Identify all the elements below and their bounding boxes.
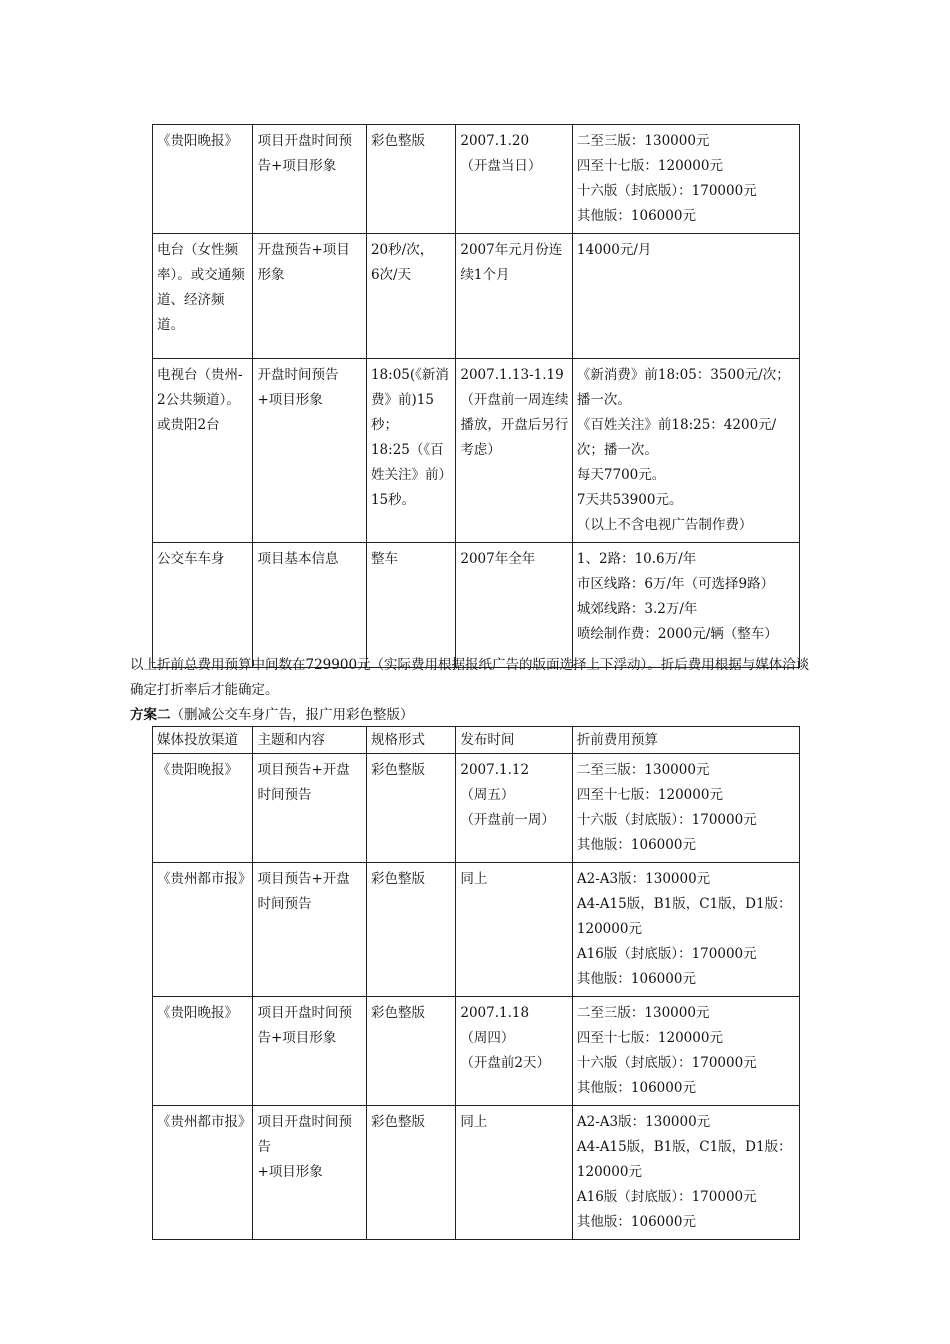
format-cell bbox=[366, 234, 455, 359]
format-cell: 彩色整版 bbox=[366, 125, 455, 234]
format-line: 20秒/次， bbox=[370, 242, 434, 258]
cost-line: A16版（封底版）：170000元 bbox=[576, 946, 757, 962]
media-plan-table-1 bbox=[152, 124, 800, 668]
header-cost: 折前费用预算 bbox=[572, 727, 799, 754]
format-line: 6次/天 bbox=[370, 267, 412, 283]
table-row bbox=[153, 359, 800, 543]
channel-cell: 《贵州都市报》 bbox=[153, 863, 253, 997]
time-line: （周五） bbox=[460, 787, 515, 803]
format-cell: 彩色整版 bbox=[366, 863, 455, 997]
media-plan-table-2 bbox=[152, 726, 800, 1240]
cost-cell bbox=[572, 997, 799, 1106]
channel-line: 或贵阳2台 bbox=[157, 417, 220, 433]
cost-cell: 14000元/月 bbox=[572, 234, 799, 359]
cost-line: A16版（封底版）：170000元 bbox=[576, 1189, 757, 1205]
table-row bbox=[153, 543, 800, 668]
cost-cell bbox=[572, 1106, 799, 1240]
cost-line: 7天共53900元。 bbox=[576, 492, 683, 508]
time-line: 2007.1.18 bbox=[460, 1005, 530, 1021]
time-cell bbox=[456, 125, 573, 234]
time-line: （开盘前一周） bbox=[460, 812, 555, 828]
cost-line: 其他版：106000元 bbox=[576, 1214, 696, 1230]
header-content: 主题和内容 bbox=[253, 727, 367, 754]
format-cell: 彩色整版 bbox=[366, 997, 455, 1106]
format-cell: 彩色整版 bbox=[366, 1106, 455, 1240]
cost-line: 四至十七版：120000元 bbox=[576, 158, 723, 174]
cost-line: 十六版（封底版）：170000元 bbox=[576, 1055, 757, 1071]
plan2-heading bbox=[130, 703, 414, 728]
content-cell: 项目基本信息 bbox=[253, 543, 367, 668]
cost-line: 十六版（封底版）：170000元 bbox=[576, 183, 757, 199]
format-line: 18:05(《新消费》前)15秒； bbox=[370, 367, 449, 433]
format-cell: 整车 bbox=[366, 543, 455, 668]
cost-line: 市区线路：6万/年（可选择9路） bbox=[576, 576, 775, 592]
content-cell: 项目预告+开盘时间预告 bbox=[253, 863, 367, 997]
table-row bbox=[153, 754, 800, 863]
time-cell bbox=[456, 359, 573, 543]
table-row bbox=[153, 234, 800, 359]
content-cell: 开盘预告+项目形象 bbox=[253, 234, 367, 359]
content-cell: 项目开盘时间预告+项目形象 bbox=[253, 997, 367, 1106]
cost-cell bbox=[572, 125, 799, 234]
time-line: 2007.1.12 bbox=[460, 762, 530, 778]
table-row bbox=[153, 863, 800, 997]
cost-line: 其他版：106000元 bbox=[576, 971, 696, 987]
channel-cell bbox=[153, 359, 253, 543]
budget-note: 以上折前总费用预算中间数在729900元（实际费用根据报纸广告的版面选择上下浮动）。折后费用根据与媒体洽谈确定打折率后才能确定。 bbox=[130, 657, 810, 698]
cost-line: 《百姓关注》前18:25：4200元/次；播一次。 bbox=[576, 417, 777, 458]
cost-line: A2-A3版：130000元 bbox=[576, 871, 711, 887]
table-row bbox=[153, 1106, 800, 1240]
header-format: 规格形式 bbox=[366, 727, 455, 754]
cost-line: 其他版：106000元 bbox=[576, 837, 696, 853]
cost-cell bbox=[572, 863, 799, 997]
cost-line: 二至三版：130000元 bbox=[576, 1005, 710, 1021]
content-cell: 项目预告+开盘时间预告 bbox=[253, 754, 367, 863]
cost-line: A4-A15版，B1版，C1版，D1版：120000元 bbox=[576, 1139, 792, 1180]
channel-cell: 《贵阳晚报》 bbox=[153, 997, 253, 1106]
cost-line: A4-A15版，B1版，C1版，D1版：120000元 bbox=[576, 896, 792, 937]
cost-cell bbox=[572, 359, 799, 543]
cost-cell bbox=[572, 754, 799, 863]
channel-line: 电视台（贵州-2公共频道）。 bbox=[157, 367, 243, 408]
time-cell: 同上 bbox=[456, 1106, 573, 1240]
content-line: 项目开盘时间预告 bbox=[257, 1114, 352, 1155]
time-cell bbox=[456, 754, 573, 863]
cost-line: 四至十七版：120000元 bbox=[576, 787, 723, 803]
content-line: +项目形象 bbox=[257, 1164, 323, 1180]
time-line: （开盘前一周连续播放，开盘后另行考虑） bbox=[460, 392, 569, 458]
time-cell bbox=[456, 997, 573, 1106]
plan2-title: 方案二 bbox=[130, 707, 171, 723]
time-cell: 2007年全年 bbox=[456, 543, 573, 668]
table-row bbox=[153, 997, 800, 1106]
cost-line: 其他版：106000元 bbox=[576, 208, 696, 224]
channel-cell: 《贵阳晚报》 bbox=[153, 125, 253, 234]
cost-line: 十六版（封底版）：170000元 bbox=[576, 812, 757, 828]
content-cell: 项目开盘时间预告+项目形象 bbox=[253, 125, 367, 234]
cost-line: A2-A3版：130000元 bbox=[576, 1114, 711, 1130]
content-cell: 开盘时间预告+项目形象 bbox=[253, 359, 367, 543]
format-line: 18:25（《百姓关注》前）15秒。 bbox=[370, 442, 452, 508]
cost-cell bbox=[572, 543, 799, 668]
cost-line: 四至十七版：120000元 bbox=[576, 1030, 723, 1046]
cost-line: 其他版：106000元 bbox=[576, 1080, 696, 1096]
channel-cell: 《贵阳晚报》 bbox=[153, 754, 253, 863]
header-time: 发布时间 bbox=[456, 727, 573, 754]
header-channel: 媒体投放渠道 bbox=[153, 727, 253, 754]
cost-line: 二至三版：130000元 bbox=[576, 762, 710, 778]
time-line: （周四） bbox=[460, 1030, 515, 1046]
plan2-subtitle: （删减公交车身广告，报广用彩色整版） bbox=[170, 707, 414, 723]
time-line: 2007.1.13-1.19 bbox=[460, 367, 564, 383]
format-cell: 彩色整版 bbox=[366, 754, 455, 863]
time-cell: 2007年元月份连续1个月 bbox=[456, 234, 573, 359]
cost-line: （以上不含电视广告制作费） bbox=[576, 517, 753, 533]
cost-line: 每天7700元。 bbox=[576, 467, 666, 483]
cost-line: 1、2路：10.6万/年 bbox=[576, 551, 697, 567]
channel-cell: 《贵州都市报》 bbox=[153, 1106, 253, 1240]
cost-line: 城郊线路：3.2万/年 bbox=[576, 601, 698, 617]
cost-line: 二至三版：130000元 bbox=[576, 133, 710, 149]
cost-line: 喷绘制作费：2000元/辆（整车） bbox=[576, 626, 778, 642]
table-row bbox=[153, 125, 800, 234]
format-cell bbox=[366, 359, 455, 543]
channel-cell: 公交车车身 bbox=[153, 543, 253, 668]
cost-line: 《新消费》前18:05：3500元/次；播一次。 bbox=[576, 367, 790, 408]
content-cell bbox=[253, 1106, 367, 1240]
time-cell: 同上 bbox=[456, 863, 573, 997]
time-line: 2007.1.20 bbox=[460, 133, 530, 149]
table-header-row bbox=[153, 727, 800, 754]
time-line: （开盘当日） bbox=[460, 158, 542, 174]
time-line: （开盘前2天） bbox=[460, 1055, 550, 1071]
channel-cell: 电台（女性频率）。或交通频道、经济频道。 bbox=[153, 234, 253, 359]
